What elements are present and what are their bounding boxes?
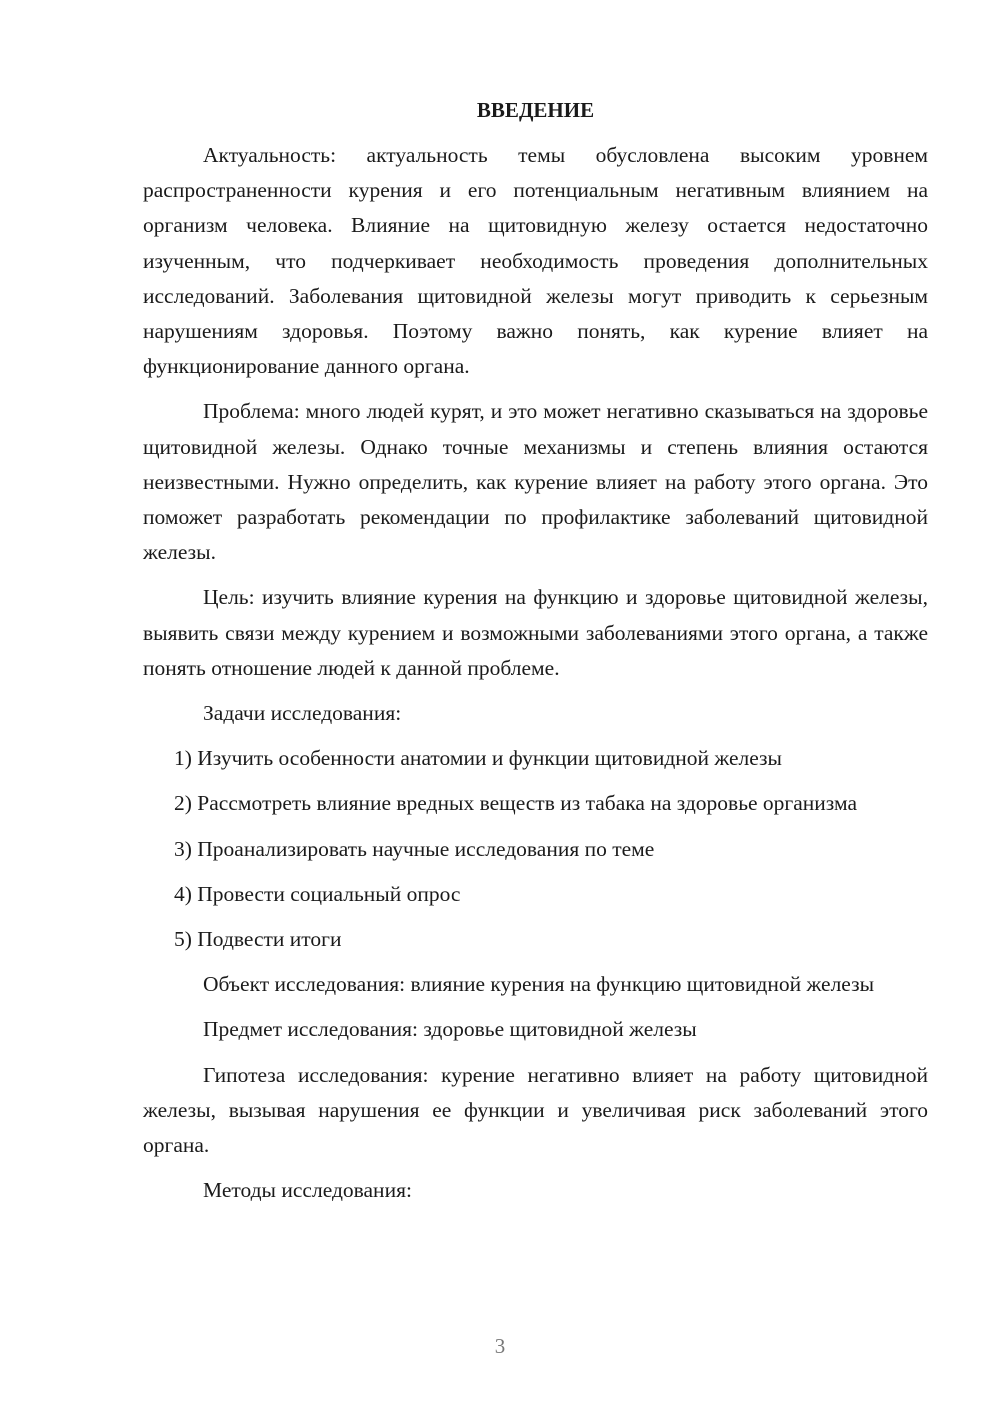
paragraph-tasks-heading: Задачи исследования:	[203, 701, 402, 726]
paragraph-goal: Цель: изучить влияние курения на функцию и здоровье щитовидной железы, выявить связи между курением и возможными заболеваниями этого органа, а также понять отношение людей к данной проблеме.	[143, 585, 928, 680]
paragraph-relevance: Актуальность: актуальность темы обусловлена высоким уровнем распространенности курения и его потенциальным негативным влиянием на организм человека. Влияние на щитовидную железу остается недостаточно изученным, что подчеркивает необходимость проведения дополнительных исследований. Заболевания щитовидной железы могут приводить к серьезным нарушениям здоровья. Поэтому важно понять, как курение влияет на функционирование данного органа.	[143, 143, 928, 379]
paragraph-methods-heading: Методы исследования:	[203, 1178, 412, 1203]
list-item-task-3: 3) Проанализировать научные исследования по теме	[174, 836, 655, 861]
paragraph-problem: Проблема: много людей курят, и это может негативно сказываться на здоровье щитовидной железы. Однако точные механизмы и степень влияния остаются неизвестными. Нужно определить, как курение влияет на работу этого органа. Это поможет разработать рекомендации по профилактике заболеваний щитовидной железы.	[143, 399, 928, 565]
document-page	[143, 93, 928, 1208]
paragraph-hypothesis: Гипотеза исследования: курение негативно влияет на работу щитовидной железы, вызывая нарушения ее функции и увеличивая риск заболеваний этого органа.	[143, 1062, 928, 1158]
list-item-task-5: 5) Подвести итоги	[174, 927, 342, 952]
section-title: ВВЕДЕНИЕ	[476, 98, 595, 122]
list-item-task-1: 1) Изучить особенности анатомии и функции щитовидной железы	[174, 746, 782, 771]
list-item-task-2: 2) Рассмотреть влияние вредных веществ из табака на здоровье организма	[174, 791, 857, 816]
page-number: 3	[494, 1334, 506, 1358]
paragraph-subject: Предмет исследования: здоровье щитовидной железы	[203, 1017, 697, 1042]
paragraph-object: Объект исследования: влияние курения на функцию щитовидной железы	[203, 972, 875, 997]
list-item-task-4: 4) Провести социальный опрос	[174, 881, 461, 906]
